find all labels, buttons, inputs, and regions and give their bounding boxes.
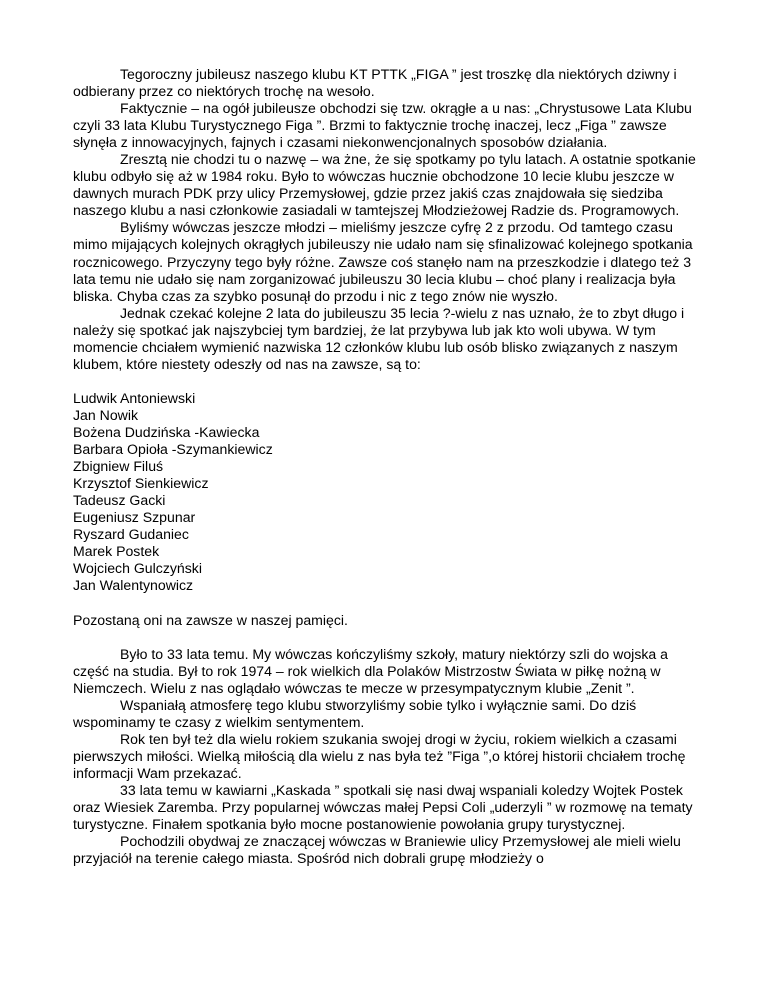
history-paragraph-1: Było to 33 lata temu. My wówczas kończyliśmy szkoły, matury niektórzy szli do wojska a część na studia. Był to rok 1974 – rok wielkich dla Polaków Mistrzostw Świata w piłkę nożną w Niemczech. Wielu z nas oglądało wówczas te mecze w przesympatycznym klubie „Zenit ”. <box>73 645 669 696</box>
list-item: Jan Walentynowicz <box>73 577 194 594</box>
list-item: Krzysztof Sienkiewicz <box>73 475 209 492</box>
list-item: Zbigniew Filuś <box>73 458 164 475</box>
list-item: Eugeniusz Szpunar <box>73 509 196 526</box>
list-item: Jan Nowik <box>73 406 139 423</box>
intro-paragraph-3: Zresztą nie chodzi tu o nazwę – wa żne, że się spotkamy po tylu latach. A ostatnie spotkanie klubu odbyło się aż w 1984 roku. Było to wówczas hucznie obchodzone 10 lecie klubu jeszcze w dawnych murach PDK przy ulicy Przemysłowej, gdzie przez jakiś czas znajdowała się siedziba naszego klubu a nasi członkowie zasiadali w tamtejszej Młodzieżowej Radzie ds. Programowych. <box>73 151 696 219</box>
document-page <box>73 66 703 867</box>
intro-paragraph-4: Byliśmy wówczas jeszcze młodzi – mieliśmy jeszcze cyfrę 2 z przodu. Od tamtego czasu mimo mijających kolejnych okrągłych jubileuszy nie udało nam się sfinalizować kolejnego spotkania rocznicowego. Przyczyny tego były różne. Zawsze coś stanęło nam na przeszkodzie i dlatego też 3 lata temu nie udało się nam zorganizować jubileuszu 30 lecia klubu – choć plany i realizacja była bliska. Chyba czas za szybko posunął do przodu i nic z tego znów nie wyszło. <box>73 219 693 304</box>
intro-paragraph-5: Jednak czekać kolejne 2 lata do jubileuszu 35 lecia ?-wielu z nas uznało, że to zbyt długo i należy się spotkać jak najszybciej tym bardziej, że lat przybywa lub jak kto woli ubywa. W tym momencie chciałem wymienić nazwiska 12 członków klubu lub osób blisko związanych z naszym klubem, które niestety odeszły od nas na zawsze, są to: <box>73 304 685 372</box>
list-item: Tadeusz Gacki <box>73 492 166 509</box>
history-paragraph-4: 33 lata temu w kawiarni „Kaskada ” spotkali się nasi dwaj wspaniali koledzy Wojtek Postek oraz Wiesiek Zaremba. Przy popularnej wówczas małej Pepsi Coli „uderzyli ” w rozmowę na tematy turystyczne. Finałem spotkania było mocne postanowienie powołania grupy turystycznej. <box>73 781 693 833</box>
intro-paragraph-1: Tegoroczny jubileusz naszego klubu KT PTTK „FIGA ” jest troszkę dla niektórych dziwny i odbierany przez co niektórych trochę na wesoło. <box>73 66 677 100</box>
history-paragraph-3: Rok ten był też dla wielu rokiem szukania swojej drogi w życiu, rokiem wielkich a czasami pierwszych miłości. Wielką miłością dla wielu z nas była też ”Figa ”,o której historii chciałem trochę informacji Wam przekazać. <box>73 730 686 781</box>
memory-line: Pozostaną oni na zawsze w naszej pamięci. <box>73 611 348 628</box>
history-paragraph-5: Pochodzili obydwaj ze znaczącej wówczas w Braniewie ulicy Przemysłowej ale mieli wielu przyjaciół na terenie całego miasta. Spośród nich dobrali grupę młodzieży o <box>73 833 681 867</box>
list-item: Barbara Opioła -Szymankiewicz <box>73 441 273 458</box>
intro-paragraph-2: Faktycznie – na ogół jubileusze obchodzi się tzw. okrągłe a u nas: „Chrystusowe Lata Klubu czyli 33 lata Klubu Turystycznego Figa ”. Brzmi to faktycznie trochę inaczej, lecz „Figa ” zawsze słynęła z innowacyjnych, fajnych i czasami niekonwencjonalnych sposobów działania. <box>73 100 692 151</box>
list-item: Marek Postek <box>73 543 160 560</box>
list-item: Bożena Dudzińska -Kawiecka <box>73 423 260 440</box>
history-paragraph-2: Wspaniałą atmosferę tego klubu stworzyliśmy sobie tylko i wyłącznie sami. Do dziś wspominamy te czasy z wielkim sentymentem. <box>73 696 637 730</box>
paragraph-gap <box>73 629 703 646</box>
deceased-members-list <box>73 390 703 595</box>
list-item: Ryszard Gudaniec <box>73 526 189 543</box>
list-item: Ludwik Antoniewski <box>73 389 196 406</box>
list-item: Wojciech Gulczyński <box>73 560 202 577</box>
